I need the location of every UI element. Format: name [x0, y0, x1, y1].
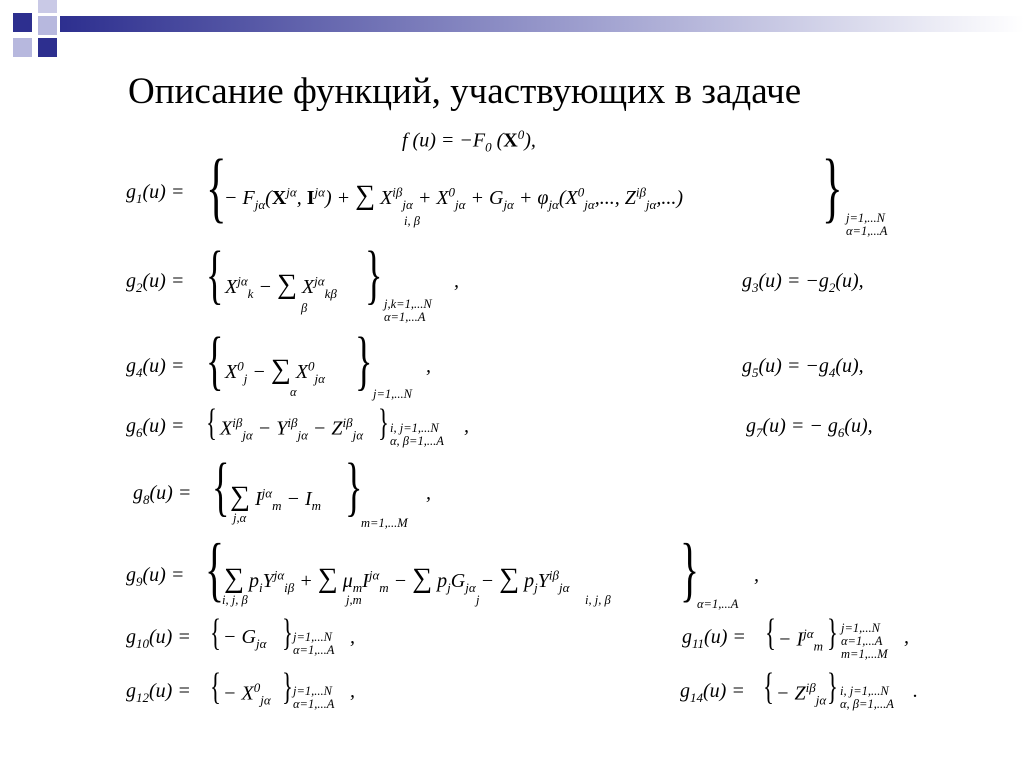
decor-square: [13, 13, 32, 32]
decor-gradient-bar: [60, 16, 1024, 32]
formula-g3: $g_3(u) = -g_2(u)$,: [742, 270, 864, 295]
header-decoration: [0, 0, 1024, 60]
decor-square: [38, 0, 57, 13]
decor-square: [38, 16, 57, 35]
slide-title: Описание функций, участвующих в задаче: [128, 71, 802, 112]
formula-g7: $g_7(u)$ = − $g_6(u)$,: [746, 415, 873, 440]
formula-f: f $(u) = -F_0$ $(X^0)$,: [402, 127, 536, 155]
decor-square: [38, 38, 57, 57]
decor-square: [13, 38, 32, 57]
formula-g5: $g_5(u) = -g_4(u)$,: [742, 355, 864, 380]
